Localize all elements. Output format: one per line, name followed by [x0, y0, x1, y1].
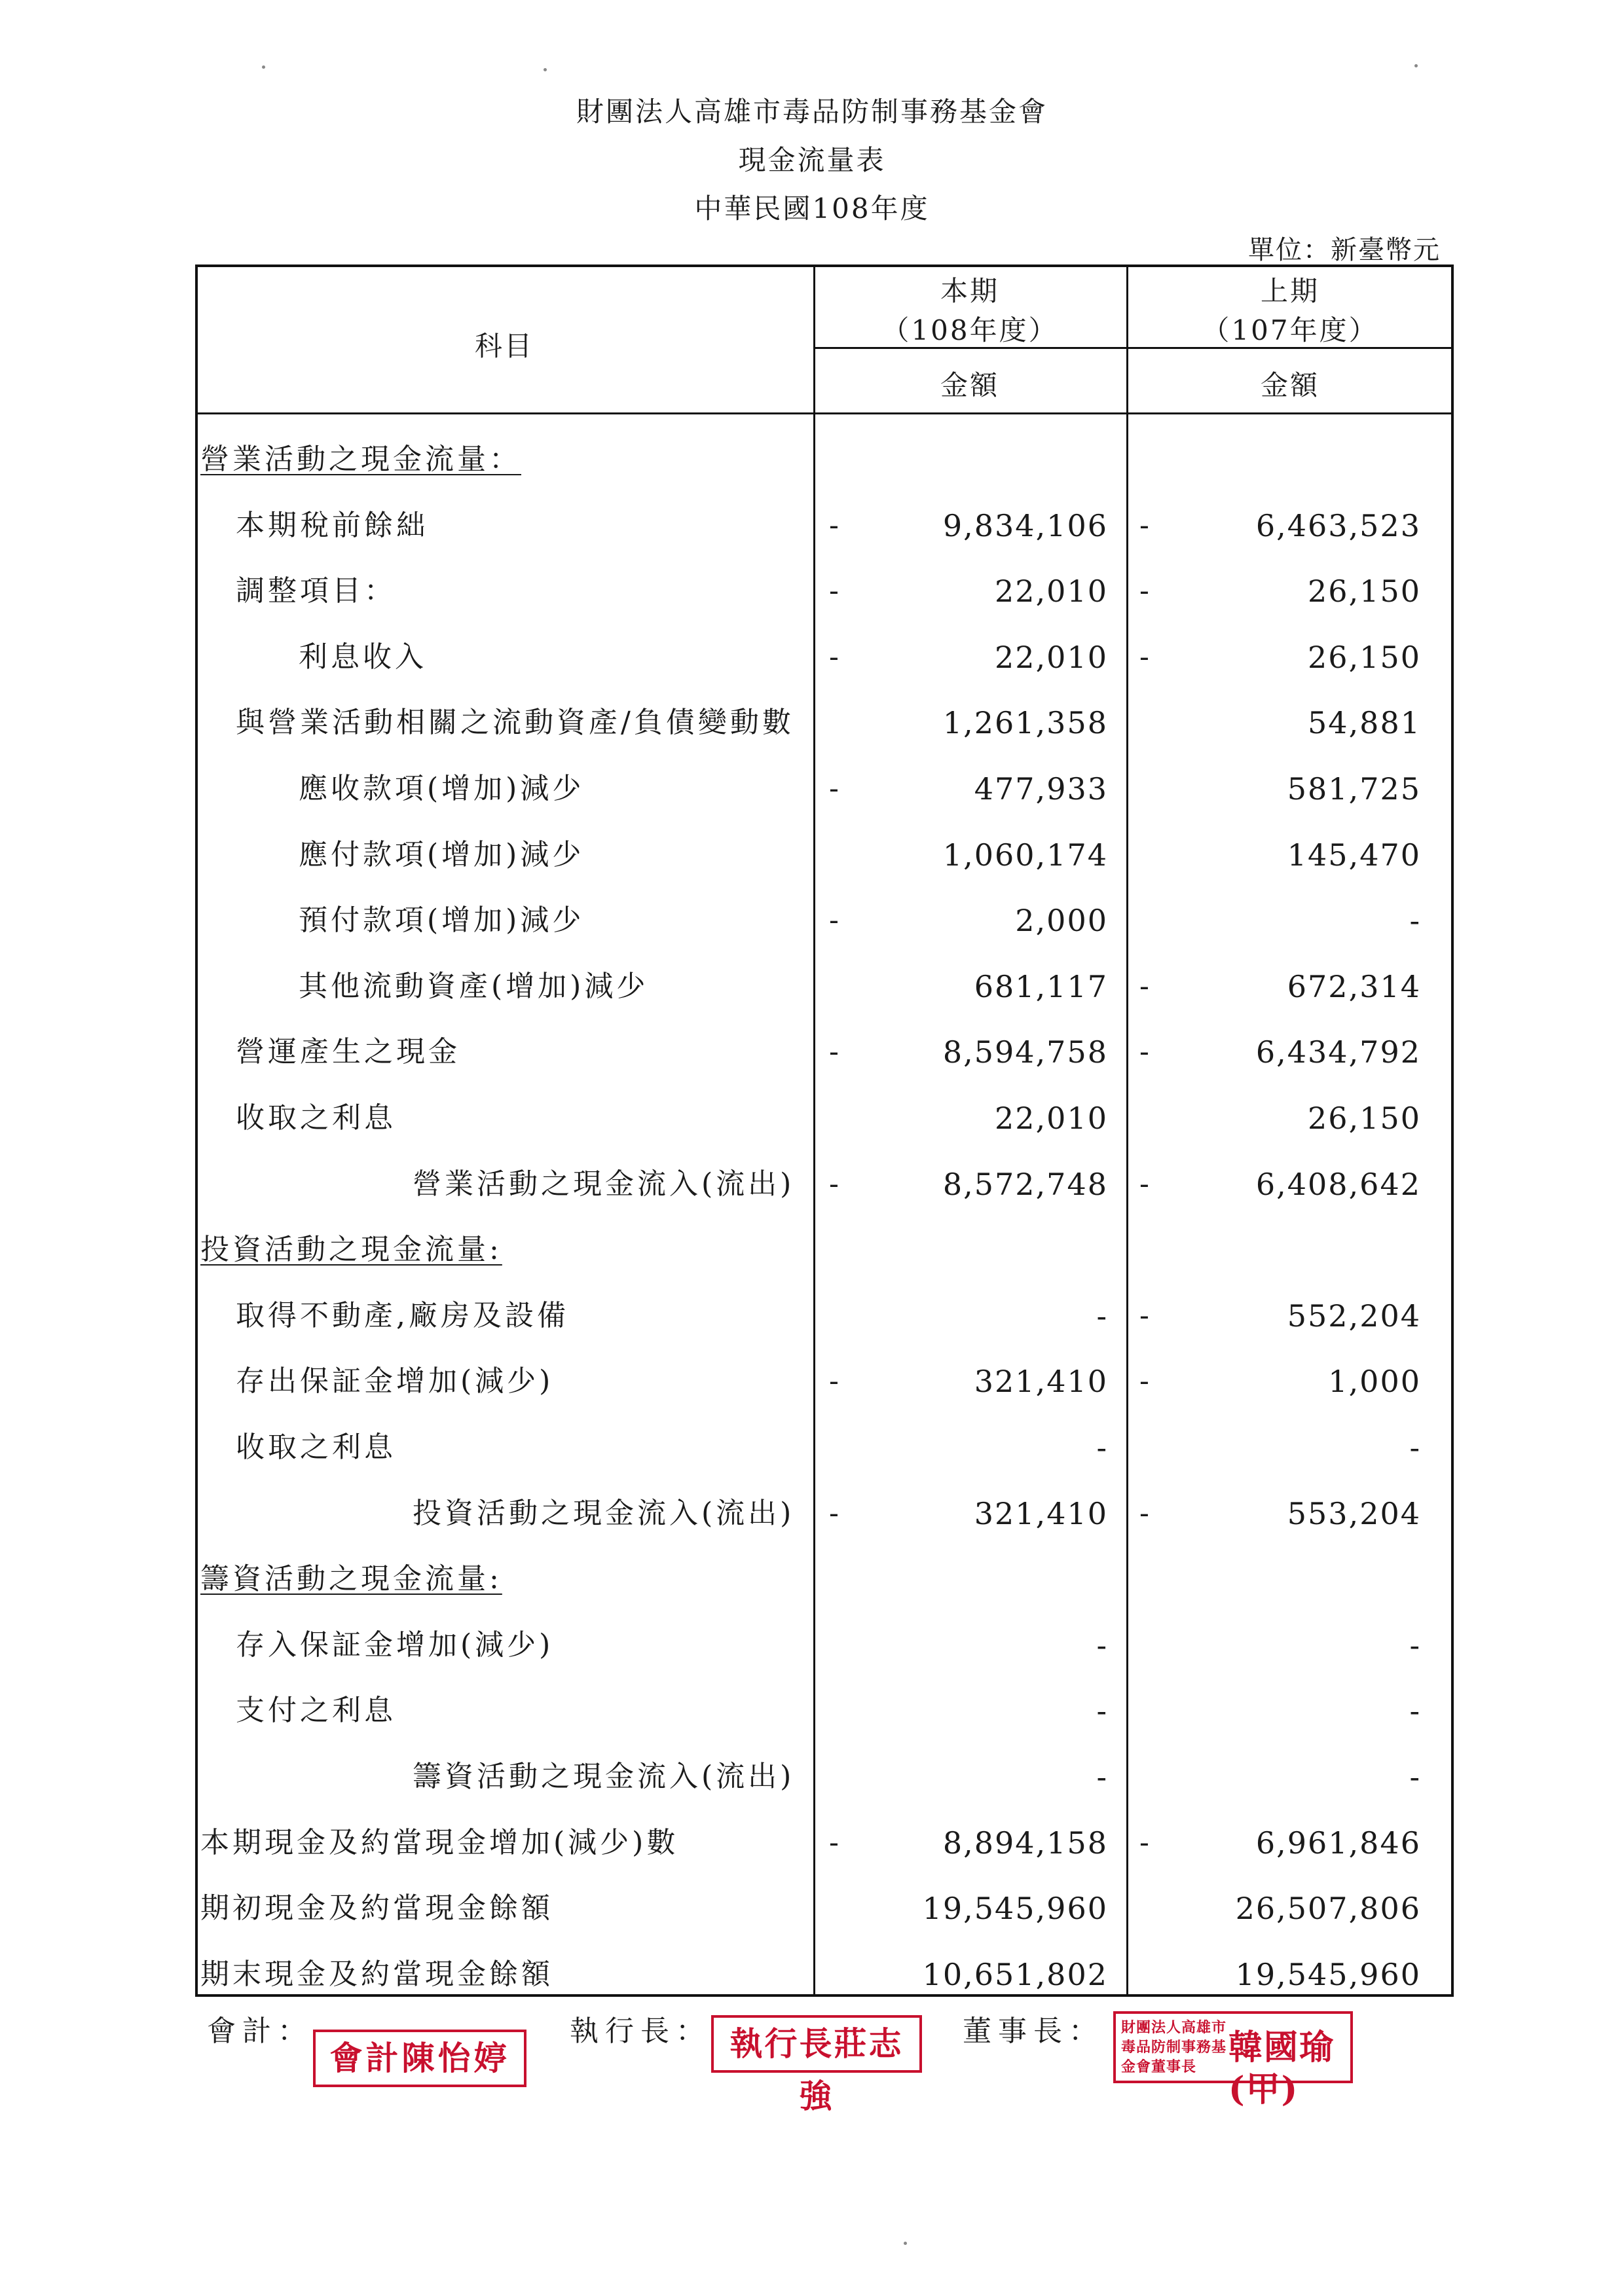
current-sign: -	[829, 1825, 839, 1859]
row-label: 取得不動產,廠房及設備	[236, 1298, 569, 1332]
section-heading: 籌資活動之現金流量:	[200, 1562, 502, 1596]
prior-amount: 26,150	[1308, 639, 1421, 675]
current-amount: 9,834,106	[942, 507, 1108, 543]
currency-unit: 單位：新臺幣元	[1248, 235, 1441, 265]
prior-amount: -	[1409, 903, 1421, 939]
ceo-label: 執行長：	[570, 2014, 711, 2048]
current-amount: 8,594,758	[942, 1034, 1108, 1070]
table-row	[0, 1546, 1624, 1612]
accountant-label: 會計：	[207, 2014, 313, 2048]
row-label: 與營業活動相關之流動資產/負債變動數	[236, 706, 794, 740]
row-label: 期末現金及約當現金餘額	[200, 1957, 553, 1991]
table-row	[0, 1349, 1624, 1414]
current-sign: -	[829, 1364, 839, 1398]
scan-speck	[904, 2242, 907, 2245]
section-heading: 投資活動之現金流量:	[200, 1233, 502, 1267]
prior-sign: -	[1139, 640, 1149, 674]
row-label: 利息收入	[299, 640, 427, 674]
prior-sign: -	[1139, 1825, 1149, 1859]
current-amount: 477,933	[974, 771, 1108, 807]
current-amount: 1,060,174	[942, 837, 1108, 873]
prior-amount: 1,000	[1328, 1364, 1421, 1400]
table-row	[0, 1678, 1624, 1743]
subtotal-label: 營業活動之現金流入(流出)	[413, 1167, 795, 1201]
current-amount: 8,894,158	[942, 1825, 1108, 1861]
column-header-current: 本期	[940, 275, 999, 307]
current-sign: -	[829, 1035, 839, 1069]
report-period: 中華民國108年度	[694, 192, 930, 225]
column-header-prior-amount: 金額	[1260, 369, 1320, 401]
chair-stamp-name: 韓國瑜(甲)	[1228, 2028, 1335, 2109]
column-header-current-year: （108年度）	[881, 314, 1058, 346]
chair-stamp	[1113, 2011, 1353, 2109]
prior-amount: 145,470	[1287, 837, 1421, 873]
current-sign: -	[829, 772, 839, 805]
table-row	[0, 1217, 1624, 1283]
table-row	[0, 954, 1624, 1019]
prior-amount: 54,881	[1308, 705, 1421, 741]
column-header-prior: 上期	[1260, 275, 1320, 307]
prior-amount: 26,507,806	[1235, 1891, 1421, 1927]
current-amount: -	[1096, 1693, 1108, 1729]
table-row	[0, 756, 1624, 822]
row-label: 其他流動資產(增加)減少	[299, 969, 649, 1003]
current-amount: -	[1096, 1298, 1108, 1334]
current-amount: -	[1096, 1627, 1108, 1663]
table-row	[0, 1085, 1624, 1151]
prior-sign: -	[1139, 1167, 1149, 1201]
table-row	[0, 1152, 1624, 1217]
table-row	[0, 427, 1624, 492]
prior-amount: 6,434,792	[1255, 1034, 1421, 1070]
scan-speck	[544, 68, 547, 71]
row-label: 預付款項(增加)減少	[299, 903, 585, 938]
prior-amount: -	[1409, 1693, 1421, 1729]
current-sign: -	[829, 508, 839, 542]
current-amount: 321,410	[974, 1495, 1108, 1531]
prior-sign: -	[1139, 574, 1149, 608]
table-row	[0, 1942, 1624, 2007]
section-heading: 營業活動之現金流量：	[200, 443, 521, 476]
table-row	[0, 625, 1624, 690]
prior-amount: 6,961,846	[1255, 1825, 1421, 1861]
table-row	[0, 1283, 1624, 1349]
current-amount: 22,010	[995, 1101, 1108, 1136]
prior-sign: -	[1139, 1496, 1149, 1530]
current-amount: 2,000	[1015, 903, 1108, 939]
current-sign: -	[829, 1496, 839, 1530]
prior-sign: -	[1139, 1035, 1149, 1069]
row-label: 收取之利息	[236, 1101, 396, 1135]
prior-sign: -	[1139, 1298, 1149, 1332]
prior-amount: -	[1409, 1759, 1421, 1795]
table-row	[0, 493, 1624, 558]
prior-amount: -	[1409, 1430, 1421, 1465]
prior-amount: 26,150	[1308, 574, 1421, 610]
current-amount: -	[1096, 1759, 1108, 1795]
current-sign: -	[829, 1167, 839, 1201]
current-amount: 1,261,358	[942, 705, 1108, 741]
prior-amount: 552,204	[1287, 1298, 1421, 1334]
row-label: 本期稅前餘絀	[236, 508, 428, 542]
row-label: 應收款項(增加)減少	[299, 772, 585, 805]
row-label: 期初現金及約當現金餘額	[200, 1891, 553, 1925]
header-divider	[195, 412, 1454, 414]
column-header-current-amount: 金額	[940, 369, 999, 401]
report-title: 現金流量表	[738, 144, 886, 176]
row-label: 營運產生之現金	[236, 1035, 460, 1069]
current-amount: 22,010	[995, 639, 1108, 675]
row-label: 存出保証金增加(減少)	[236, 1364, 554, 1398]
row-label: 收取之利息	[236, 1430, 396, 1464]
current-sign: -	[829, 640, 839, 674]
chair-stamp-org: 財團法人高雄市毒品防制事務基金會董事長	[1121, 2019, 1227, 2075]
current-sign: -	[829, 903, 839, 938]
table-row	[0, 690, 1624, 756]
chair-label: 董事長：	[963, 2014, 1104, 2048]
subtotal-label: 籌資活動之現金流入(流出)	[413, 1760, 795, 1793]
column-header-subject: 科目	[474, 330, 534, 362]
organization-name: 財團法人高雄市毒品防制事務基金會	[576, 96, 1048, 128]
table-row	[0, 1481, 1624, 1546]
table-row	[0, 1019, 1624, 1085]
current-amount: 10,651,802	[922, 1956, 1108, 1992]
prior-sign: -	[1139, 969, 1149, 1003]
prior-amount: 26,150	[1308, 1101, 1421, 1136]
prior-amount: 672,314	[1287, 968, 1421, 1004]
prior-amount: -	[1409, 1627, 1421, 1663]
accountant-stamp: 會計陳怡婷	[313, 2030, 526, 2087]
table-row	[0, 558, 1624, 624]
current-amount: 19,545,960	[922, 1891, 1108, 1927]
table-row	[0, 1810, 1624, 1876]
scan-speck	[1414, 64, 1418, 67]
prior-amount: 553,204	[1287, 1495, 1421, 1531]
current-amount: 321,410	[974, 1364, 1108, 1400]
prior-sign: -	[1139, 1364, 1149, 1398]
subtotal-label: 投資活動之現金流入(流出)	[413, 1496, 795, 1530]
ceo-stamp: 執行長莊志強	[711, 2015, 922, 2073]
table-row	[0, 1415, 1624, 1480]
row-label: 調整項目：	[236, 574, 396, 608]
current-amount: 681,117	[974, 968, 1108, 1004]
row-label: 應付款項(增加)減少	[299, 837, 585, 871]
prior-amount: 6,463,523	[1255, 507, 1421, 543]
prior-sign: -	[1139, 508, 1149, 542]
table-row	[0, 888, 1624, 953]
current-sign: -	[829, 574, 839, 608]
scan-speck	[262, 65, 265, 69]
table-row	[0, 1613, 1624, 1678]
table-row	[0, 1876, 1624, 1941]
current-amount: 22,010	[995, 574, 1108, 610]
prior-amount: 19,545,960	[1235, 1956, 1421, 1992]
row-label: 本期現金及約當現金增加(減少)數	[200, 1825, 679, 1859]
table-row	[0, 1744, 1624, 1810]
column-header-prior-year: （107年度）	[1202, 314, 1378, 346]
row-label: 存入保証金增加(減少)	[236, 1628, 554, 1662]
current-amount: -	[1096, 1430, 1108, 1465]
table-row	[0, 822, 1624, 888]
prior-amount: 581,725	[1287, 771, 1421, 807]
row-label: 支付之利息	[236, 1694, 396, 1728]
prior-amount: 6,408,642	[1255, 1166, 1421, 1202]
current-amount: 8,572,748	[942, 1166, 1108, 1202]
